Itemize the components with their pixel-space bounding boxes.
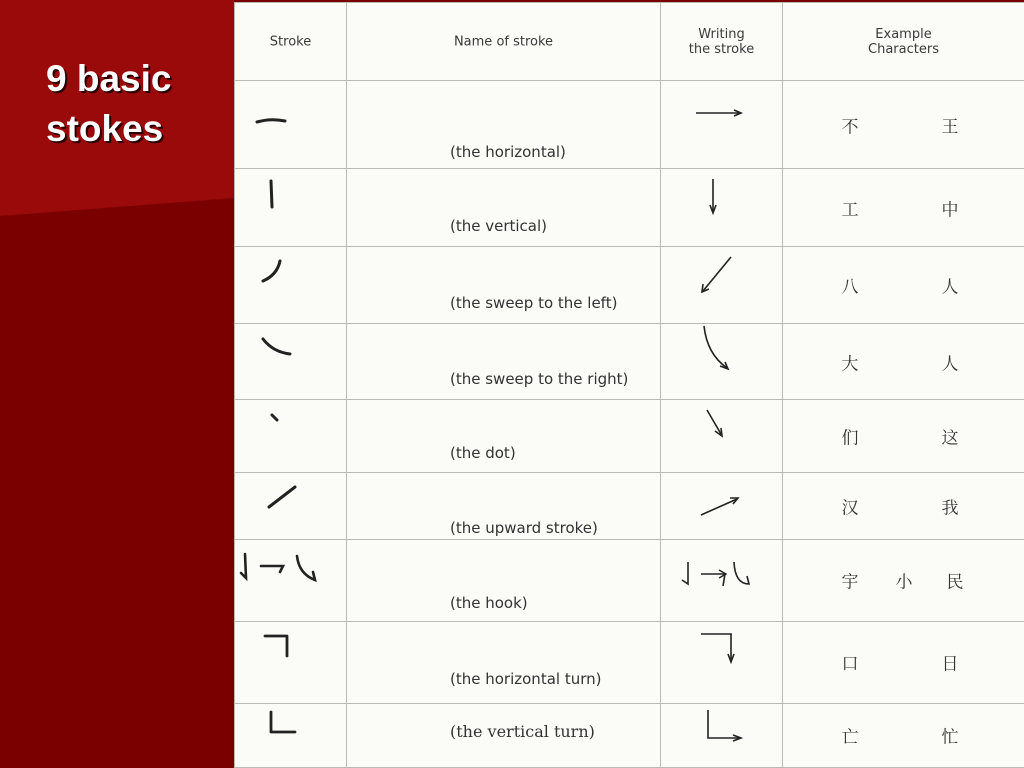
stroke-cell xyxy=(235,703,347,767)
horizontal-stroke-icon xyxy=(235,81,347,169)
name-cell xyxy=(347,324,661,400)
examples-cell xyxy=(783,400,1024,472)
right-arrow-icon xyxy=(661,81,783,169)
stroke-name: (the hook) xyxy=(450,593,528,612)
examples-cell xyxy=(783,621,1024,703)
name-cell xyxy=(347,539,661,621)
table-row xyxy=(235,621,1024,703)
table-row xyxy=(235,400,1024,472)
stroke-name: (the vertical turn) xyxy=(450,721,595,741)
header-name: Name of stroke xyxy=(347,3,661,81)
stroke-name: (the vertical) xyxy=(450,217,548,236)
writing-cell xyxy=(661,324,783,400)
table-row xyxy=(235,472,1024,539)
name-cell xyxy=(347,81,661,169)
table-row xyxy=(235,324,1024,400)
dot-stroke-icon xyxy=(235,400,347,472)
example-character: 人 xyxy=(941,354,959,375)
stroke-cell xyxy=(235,472,347,539)
example-character: 汉 xyxy=(841,498,859,519)
writing-cell xyxy=(661,539,783,621)
stroke-cell xyxy=(235,621,347,703)
table-row xyxy=(235,247,1024,324)
example-character: 八 xyxy=(841,277,859,298)
examples-cell xyxy=(783,539,1024,621)
examples-cell xyxy=(783,247,1024,324)
header-stroke: Stroke xyxy=(235,3,347,81)
hook-stroke-icon xyxy=(235,540,347,622)
example-character: 们 xyxy=(841,428,859,449)
hook-arrows-icon xyxy=(661,540,783,622)
name-cell xyxy=(347,169,661,247)
writing-cell xyxy=(661,472,783,539)
down-left-arrow-icon xyxy=(661,247,783,324)
example-character: 口 xyxy=(841,654,859,675)
table-row xyxy=(235,539,1024,621)
stroke-cell xyxy=(235,400,347,472)
stroke-name: (the dot) xyxy=(450,444,516,463)
up-right-arrow-icon xyxy=(661,473,783,540)
right-sweep-stroke-icon xyxy=(235,324,347,400)
horizontal-turn-arrow-icon xyxy=(661,622,783,704)
example-character: 忙 xyxy=(941,727,959,748)
table-row xyxy=(235,169,1024,247)
vertical-turn-stroke-icon xyxy=(235,704,347,768)
examples-cell xyxy=(783,169,1024,247)
curved-down-right-arrow-icon xyxy=(661,324,783,400)
example-character: 民 xyxy=(946,572,964,593)
horizontal-turn-stroke-icon xyxy=(235,622,347,704)
left-sweep-stroke-icon xyxy=(235,247,347,324)
examples-cell xyxy=(783,472,1024,539)
stroke-cell xyxy=(235,324,347,400)
examples-cell xyxy=(783,324,1024,400)
table-row xyxy=(235,81,1024,169)
table-header-row xyxy=(235,3,1024,81)
example-character: 我 xyxy=(941,498,959,519)
example-character: 小 xyxy=(895,572,913,593)
example-character: 工 xyxy=(841,200,859,221)
name-cell xyxy=(347,472,661,539)
vertical-stroke-icon xyxy=(235,169,347,247)
vertical-turn-arrow-icon xyxy=(661,704,783,768)
example-character: 王 xyxy=(941,117,959,138)
slide-title: 9 basic stokes xyxy=(46,58,172,149)
stroke-name: (the horizontal turn) xyxy=(450,669,602,688)
examples-cell xyxy=(783,703,1024,767)
example-character: 日 xyxy=(941,654,959,675)
stroke-cell xyxy=(235,81,347,169)
down-right-arrow-icon xyxy=(661,400,783,472)
name-cell xyxy=(347,400,661,472)
writing-cell xyxy=(661,81,783,169)
example-character: 亡 xyxy=(841,727,859,748)
stroke-cell xyxy=(235,539,347,621)
example-character: 大 xyxy=(841,354,859,375)
writing-cell xyxy=(661,247,783,324)
header-examples: Example Characters xyxy=(783,3,1024,81)
name-cell xyxy=(347,703,661,767)
strokes-table xyxy=(234,2,1024,768)
name-cell xyxy=(347,621,661,703)
example-character: 不 xyxy=(841,117,859,138)
example-character: 人 xyxy=(941,277,959,298)
stroke-name: (the upward stroke) xyxy=(450,518,598,537)
example-character: 中 xyxy=(941,200,959,221)
stroke-name: (the sweep to the right) xyxy=(450,370,629,389)
table-row xyxy=(235,703,1024,767)
upward-stroke-icon xyxy=(235,473,347,540)
stroke-cell xyxy=(235,169,347,247)
name-cell xyxy=(347,247,661,324)
down-arrow-icon xyxy=(661,169,783,247)
writing-cell xyxy=(661,169,783,247)
writing-cell xyxy=(661,621,783,703)
header-writing: Writing the stroke xyxy=(661,3,783,81)
example-character: 这 xyxy=(941,428,959,449)
writing-cell xyxy=(661,703,783,767)
stroke-name: (the horizontal) xyxy=(450,143,566,162)
stroke-name: (the sweep to the left) xyxy=(450,294,618,313)
stroke-table-scan xyxy=(234,2,1024,768)
writing-cell xyxy=(661,400,783,472)
stroke-cell xyxy=(235,247,347,324)
examples-cell xyxy=(783,81,1024,169)
example-character: 宇 xyxy=(841,572,859,593)
